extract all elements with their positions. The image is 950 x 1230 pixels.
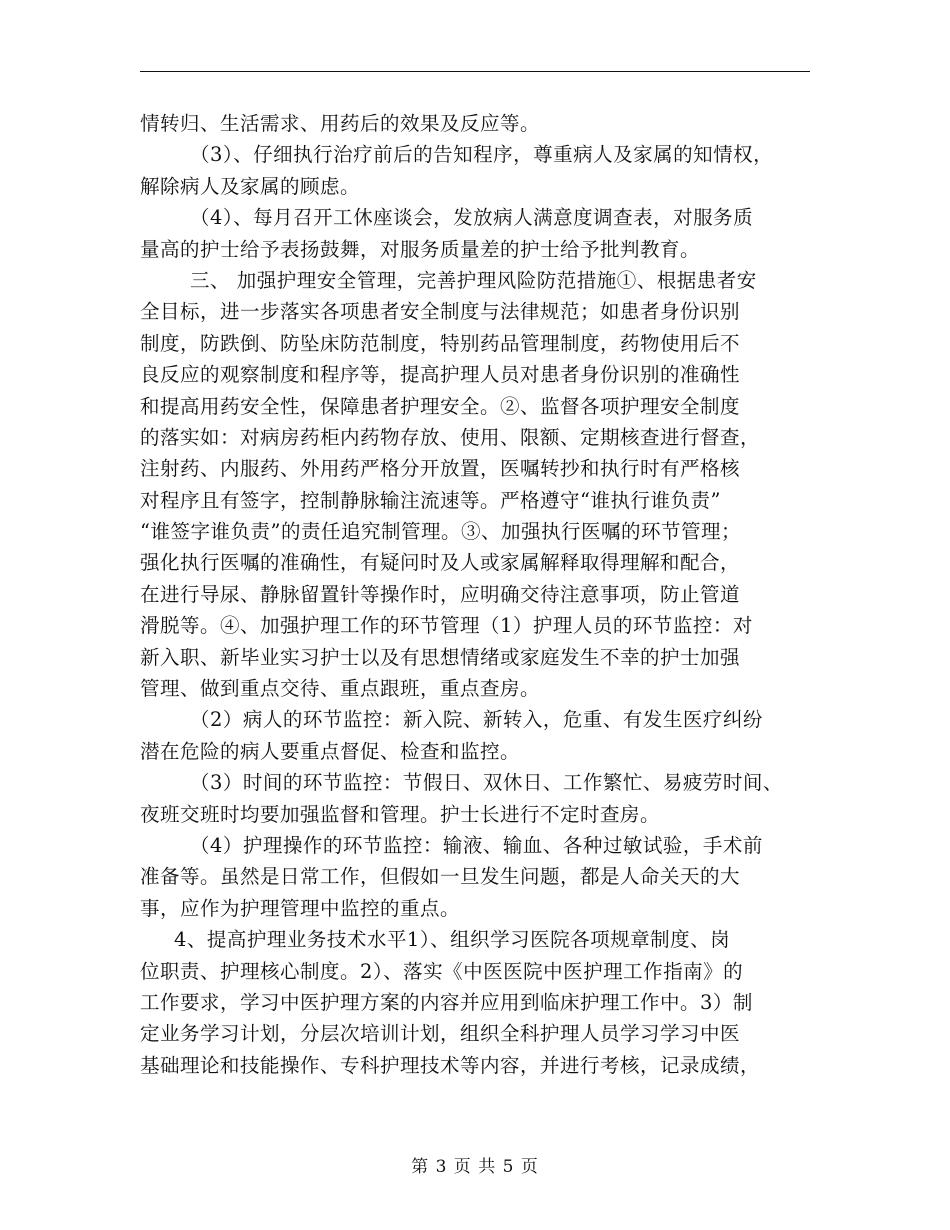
text-line: 夜班交班时均要加强监督和管理。护士长进行不定时查房。 xyxy=(140,802,661,826)
header-rule xyxy=(140,71,810,72)
text-line: 管理、做到重点交待、重点跟班，重点查房。 xyxy=(140,677,541,701)
text-line: 定业务学习计划，分层次培训计划，组织全科护理人员学习学习中医 xyxy=(140,1022,741,1046)
text-line: 和提高用药安全性，保障患者护理安全。②、监督各项护理安全制度 xyxy=(140,394,741,418)
document-body xyxy=(140,108,820,1081)
text-line: 在进行导尿、静脉留置针等操作时，应明确交待注意事项，防止管道 xyxy=(140,582,741,606)
text-line: 潜在危险的病人要重点督促、检查和监控。 xyxy=(140,739,521,763)
text-line: 注射药、内服药、外用药严格分开放置，医嘱转抄和执行时有严格核 xyxy=(140,457,741,481)
section-heading-line: 4、提高护理业务技术水平1）、组织学习医院各项规章制度、岗 xyxy=(174,928,731,952)
text-line: 事，应作为护理管理中监控的重点。 xyxy=(140,896,461,920)
text-line: 解除病人及家属的顾虑。 xyxy=(140,174,361,198)
text-line: 工作要求，学习中医护理方案的内容并应用到临床护理工作中。3）制 xyxy=(140,990,753,1014)
text-line: 量高的护士给予表扬鼓舞，对服务质量差的护士给予批判教育。 xyxy=(140,237,701,261)
text-line: “谁签字谁负责”的责任追究制管理。③、加强执行医嘱的环节管理； xyxy=(140,520,741,544)
text-line: 位职责、护理核心制度。2）、落实《中医医院中医护理工作指南》的 xyxy=(140,959,744,983)
text-line: （3）时间的环节监控：节假日、双休日、工作繁忙、易疲劳时间、 xyxy=(190,771,783,795)
text-line: （2）病人的环节监控：新入院、新转入，危重、有发生医疗纠纷 xyxy=(190,708,763,732)
text-line: 良反应的观察制度和程序等，提高护理人员对患者身份识别的准确性 xyxy=(140,363,741,387)
text-line: 制度，防跌倒、防坠床防范制度，特别药品管理制度，药物使用后不 xyxy=(140,331,741,355)
text-line: 滑脱等。④、加强护理工作的环节管理（1）护理人员的环节监控：对 xyxy=(140,614,753,638)
text-line: 全目标，进一步落实各项患者安全制度与法律规范；如患者身份识别 xyxy=(140,300,741,324)
section-heading-line: 三、 加强护理安全管理，完善护理风险防范措施①、根据患者安 xyxy=(190,268,757,292)
text-line: 基础理论和技能操作、专科护理技术等内容，并进行考核，记录成绩， xyxy=(140,1053,761,1077)
text-line: 准备等。虽然是日常工作，但假如一旦发生问题，都是人命关天的大 xyxy=(140,865,741,889)
text-line: （4）护理操作的环节监控：输液、输血、各种过敏试验，手术前 xyxy=(190,833,763,857)
page-number: 第 3 页 共 5 页 xyxy=(411,1157,539,1177)
text-line: 强化执行医嘱的准确性，有疑问时及人或家属解释取得理解和配合， xyxy=(140,551,741,575)
text-line: 情转归、生活需求、用药后的效果及反应等。 xyxy=(140,112,541,135)
text-line: 对程序且有签字，控制静脉输注流速等。严格遵守“谁执行谁负责” xyxy=(140,488,721,512)
text-line: （3）、仔细执行治疗前后的告知程序，尊重病人及家属的知情权， xyxy=(190,143,774,167)
text-line: （4）、每月召开工休座谈会，发放病人满意度调查表，对服务质 xyxy=(190,206,754,230)
text-line: 新入职、新毕业实习护士以及有思想情绪或家庭发生不幸的护士加强 xyxy=(140,645,741,669)
text-line: 的落实如：对病房药柜内药物存放、使用、限额、定期核查进行督查， xyxy=(140,425,761,449)
